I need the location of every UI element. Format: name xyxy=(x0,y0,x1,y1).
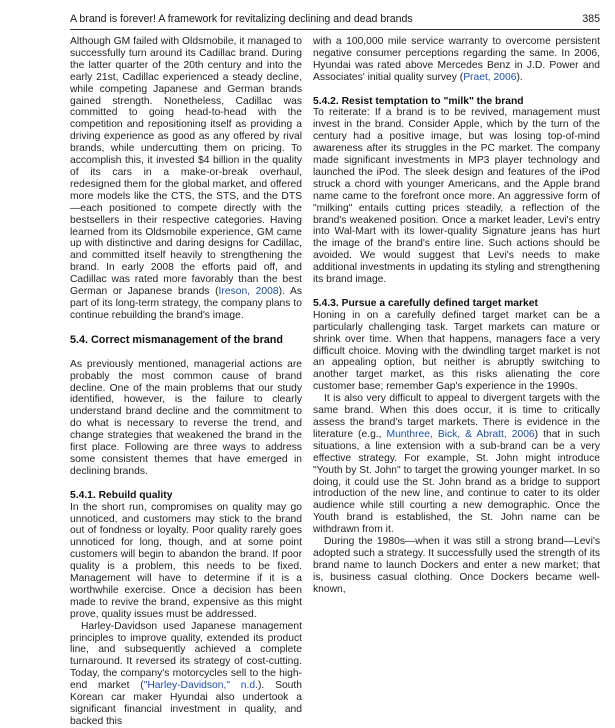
header-rule xyxy=(70,29,600,30)
paragraph-hyundai: with a 100,000 mile service warranty to overcome persistent negative consumer perceptions regarding the same. In 2006, Hyundai was rated above Mercedes Benz in J.D. Power and Associates' initial quality survey (Praet, 2006). xyxy=(313,36,600,83)
running-title: A brand is forever! A framework for revitalizing declining and dead brands xyxy=(70,13,413,25)
spacer xyxy=(313,286,600,298)
spacer xyxy=(70,478,302,490)
paragraph-levis-dockers: During the 1980s—when it was still a strong brand—Levi's adopted such a strategy. It successfully used the strength of its brand name to launch Dockers and enter a new market; that is, business casual clothing. Once Dockers became well-known, xyxy=(313,536,600,595)
running-header xyxy=(70,11,600,27)
right-column xyxy=(313,36,600,596)
subsection-heading-5-4-2: 5.4.2. Resist temptation to "milk" the brand xyxy=(313,95,524,107)
paragraph-target-market: Honing in on a carefully defined target market can be a particularly challenging task. Target markets can mature or shrink over time. When that happens, managers face a very difficult choice. Moving with the dwindling target market is not an appealing option, but neither is abruptly switching to another target market, as this risks alienating the core customer base; remember Gap's experience in the 1990s. xyxy=(313,309,600,393)
citation-ireson[interactable]: Ireson, 2008 xyxy=(218,286,279,298)
paragraph-resist-milking: To reiterate: If a brand is to be revived, management must invest in the brand. Consider Apple, which by the turn of the century had a positive image, but was losing top-of-mind awareness after its struggles in the PC market. The company made significant investments in MP3 player technology and launched the iPod. The sleek design and features of the iPod struck a chord with younger Americans, and the Apple brand name came to the forefront once more. An aggressive form of "milking" entails cutting prices steadily, a reflection of the brand's weakened position. Once a market leader, Levi's entry into Wal-Mart with its lower-quality Signature jeans has hurt the image of the brand's entire line. Such actions should be avoided. We would suggest that Levi's needs to make additional investments in updating its styling and strengthening its brand image. xyxy=(313,107,600,286)
citation-praet[interactable]: Praet, 2006 xyxy=(463,71,517,83)
paragraph-mismanagement: As previously mentioned, managerial actions are probably the most common cause of brand decline. One of the main problems that our study identified, however, is the failure to clearly understand brand decline and the commitment to do what is necessary to reverse the trend, and change strategies that weakened the brand in the first place. Following are three ways to address some consistent themes that have emerged in declining brands. xyxy=(70,358,302,477)
page-number: 385 xyxy=(582,13,600,25)
subsection-heading-5-4-3: 5.4.3. Pursue a carefully defined target market xyxy=(313,297,538,309)
paragraph-rebuild-quality: In the short run, compromises on quality may go unnoticed, and customers may stick to the brand out of fondness or loyalty. Poor quality rarely goes unnoticed for long, though, and at some point customers will begin to abandon the brand. If poor quality is a problem, this needs to be fixed. Management will have to determine if it is a worthwhile exercise. Once a decision has been made to revive the brand, expensive as this might prove, quality issues must be addressed. xyxy=(70,501,302,620)
citation-harley-davidson[interactable]: "Harley-Davidson," n.d. xyxy=(143,680,258,692)
citation-munthree[interactable]: Munthree, Bick, & Abratt, 2006 xyxy=(386,428,535,440)
left-column xyxy=(70,36,302,728)
paragraph-harley-davidson: Harley-Davidson used Japanese management principles to improve quality, extended its product line, and subsequently achieved a complete turnaround. It reversed its strategy of cost-cutting. Today, the company's motorcycles sell to the high-end market ("Harley-Davidson," n.d.). South Korean car maker Hyundai also undertook a significant financial investment in quality, and backed this xyxy=(70,620,302,727)
paragraph-divergent-targets: It is also very difficult to appeal to divergent targets with the same brand. When this does occur, it is time to critically assess the brand's target markets. There is evidence in the literature (e.g., Munthree, Bick, & Abratt, 2006) that in such situations, a line extension with a sub-brand can be a very effective strategy. For example, St. John might introduce "Youth by St. John" to target the growing younger market. In so doing, it could use the St. John brand as a bridge to support introduction of the new line, and continue to cater to its older audience while still courting a new demographic. Once the Youth brand is established, the St. John name can be withdrawn from it. xyxy=(313,393,600,536)
spacer xyxy=(313,84,600,96)
section-heading-5-4: 5.4. Correct mismanagement of the brand xyxy=(70,333,283,346)
paragraph-cadillac: Although GM failed with Oldsmobile, it managed to successfully turn around its Cadillac brand. During the latter quarter of the 20th century and into the early 21st, Cadillac experienced a steady decline, while competing Japanese and German brands gained strength. Nonetheless, Cadillac was committed to going head-to-head with the competition and repositioning itself as providing a driving experience as good as any offered by rival brands, while undercutting them on pricing. To accomplish this, it invested $4 billion in the quality of its cars in a make-or-break overhaul, redesigned them for the global market, and offered more models like the CTS, the STS, and the DTS—each positioned to compete directly with the bestsellers in their respective categories. Having learned from its Oldsmobile experience, GM came up with distinctive and daring designs for Cadillac, and committed itself heavily to strengthening the brand. In early 2008 the efforts paid off, and Cadillac was rated more favorably than the best German or Japanese brands (Ireson, 2008). As part of its long-term strategy, the company plans to continue rebuilding the brand's image. xyxy=(70,36,302,321)
subsection-heading-5-4-1: 5.4.1. Rebuild quality xyxy=(70,489,173,501)
